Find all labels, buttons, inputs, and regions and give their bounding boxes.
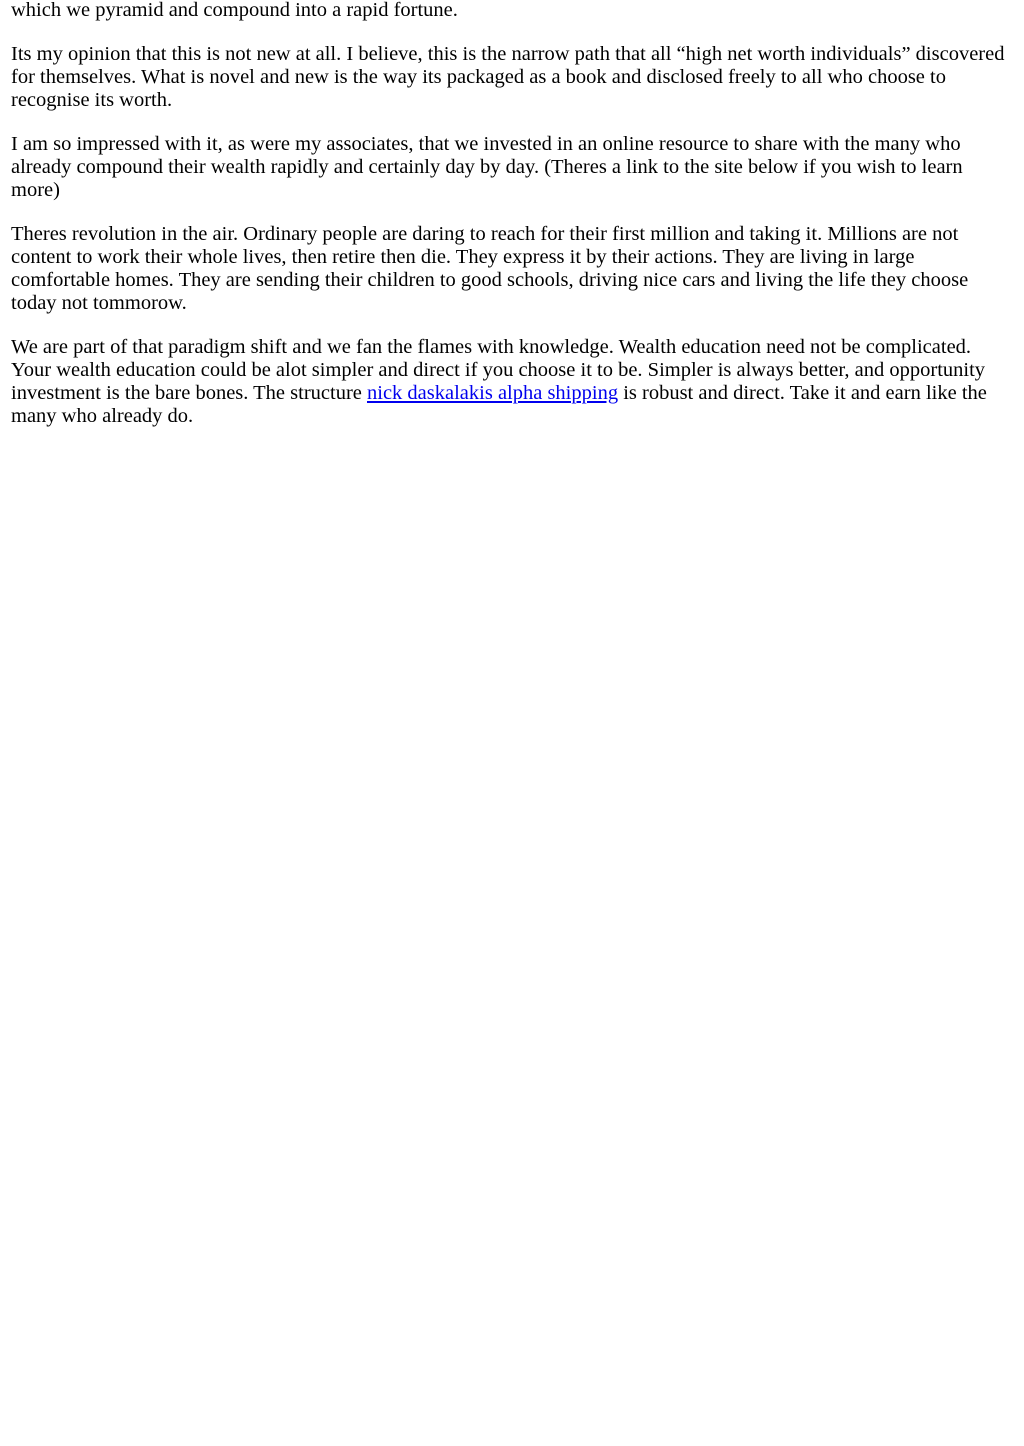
paragraph-5-text-after: is robust and direct. Take it and earn like the many who already do. [11, 382, 987, 427]
paragraph-5 [11, 336, 1014, 428]
paragraph-1: which we pyramid and compound into a rapid fortune. [11, 0, 458, 21]
paragraph-2: Its my opinion that this is not new at all. I believe, this is the narrow path that all “high net worth individuals” discovered for themselves. What is novel and new is the way its packaged as a book and disclosed freely to all who choose to recognise its worth. [11, 43, 1005, 111]
paragraph-5-text-before: We are part of that paradigm shift and we fan the flames with knowledge. Wealth education need not be complicated. Your wealth education could be alot simpler and direct if you choose it to be. Simpler is always better, and opportunity investment is the bare bones. The structure [11, 336, 986, 404]
paragraph-3: I am so impressed with it, as were my associates, that we invested in an online resource to share with the many who already compound their wealth rapidly and certainly day by day. (Theres a link to the site below if you wish to learn more) [11, 133, 963, 201]
article-body [0, 0, 1024, 428]
paragraph-4: Theres revolution in the air. Ordinary people are daring to reach for their first million and taking it. Millions are not content to work their whole lives, then retire then die. They express it by their actions. They are living in large comfortable homes. They are sending their children to good schools, driving nice cars and living the life they choose today not tommorow. [11, 223, 969, 314]
nick-daskalakis-link[interactable]: nick daskalakis alpha shipping [367, 382, 619, 404]
